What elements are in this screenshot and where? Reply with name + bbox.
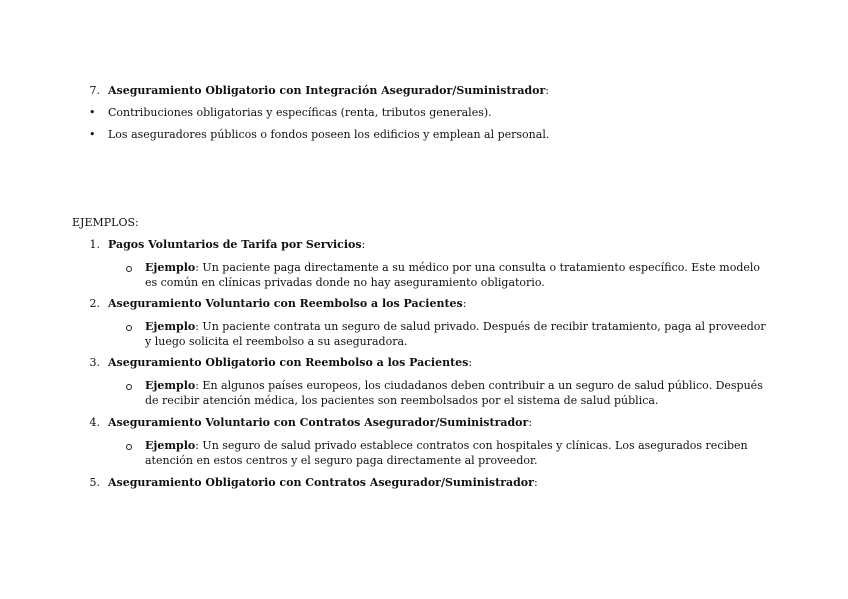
- circle-bullet-icon: [126, 266, 132, 272]
- list-number: 7.: [89, 84, 100, 97]
- list-item-title: Aseguramiento Obligatorio con Integración Asegurador/Suministrador:: [108, 84, 550, 97]
- bullet-text: Los aseguradores públicos o fondos poseen los edificios y emplean al personal.: [108, 128, 550, 141]
- list-item-title: Aseguramiento Voluntario con Contratos Asegurador/Suministrador:: [108, 416, 533, 429]
- list-item-title: Pagos Voluntarios de Tarifa por Servicios:: [108, 238, 366, 251]
- examples-heading: EJEMPLOS:: [72, 216, 139, 229]
- bullet-icon: •: [89, 106, 96, 119]
- circle-bullet-icon: [126, 444, 132, 450]
- circle-bullet-icon: [126, 325, 132, 331]
- list-number: 1.: [89, 238, 100, 251]
- bullet-icon: •: [89, 128, 96, 141]
- example-paragraph: Ejemplo: Un paciente contrata un seguro de salud privado. Después de recibir tratamiento, paga al proveedor y luego solicita el reembolso a su aseguradora.: [145, 320, 766, 348]
- list-number: 5.: [89, 476, 100, 489]
- list-number: 4.: [89, 416, 100, 429]
- list-number: 2.: [89, 297, 100, 310]
- list-item-title: Aseguramiento Voluntario con Reembolso a los Pacientes:: [108, 297, 467, 310]
- example-paragraph: Ejemplo: En algunos países europeos, los ciudadanos deben contribuir a un seguro de salud público. Después de recibir atención médica, los pacientes son reembolsados por el sistema de salud pública.: [145, 379, 763, 407]
- bullet-text: Contribuciones obligatorias y específicas (renta, tributos generales).: [108, 106, 492, 119]
- circle-bullet-icon: [126, 384, 132, 390]
- example-paragraph: Ejemplo: Un paciente paga directamente a su médico por una consulta o tratamiento específico. Este modelo es común en clínicas privadas donde no hay aseguramiento obligatorio.: [145, 261, 761, 289]
- list-item-title: Aseguramiento Obligatorio con Contratos Asegurador/Suministrador:: [108, 476, 538, 489]
- list-number: 3.: [89, 356, 100, 369]
- example-paragraph: Ejemplo: Un seguro de salud privado establece contratos con hospitales y clínicas. Los asegurados reciben atención en estos centros y el seguro paga directamente al proveedor.: [145, 439, 748, 467]
- list-item-title: Aseguramiento Obligatorio con Reembolso a los Pacientes:: [108, 356, 473, 369]
